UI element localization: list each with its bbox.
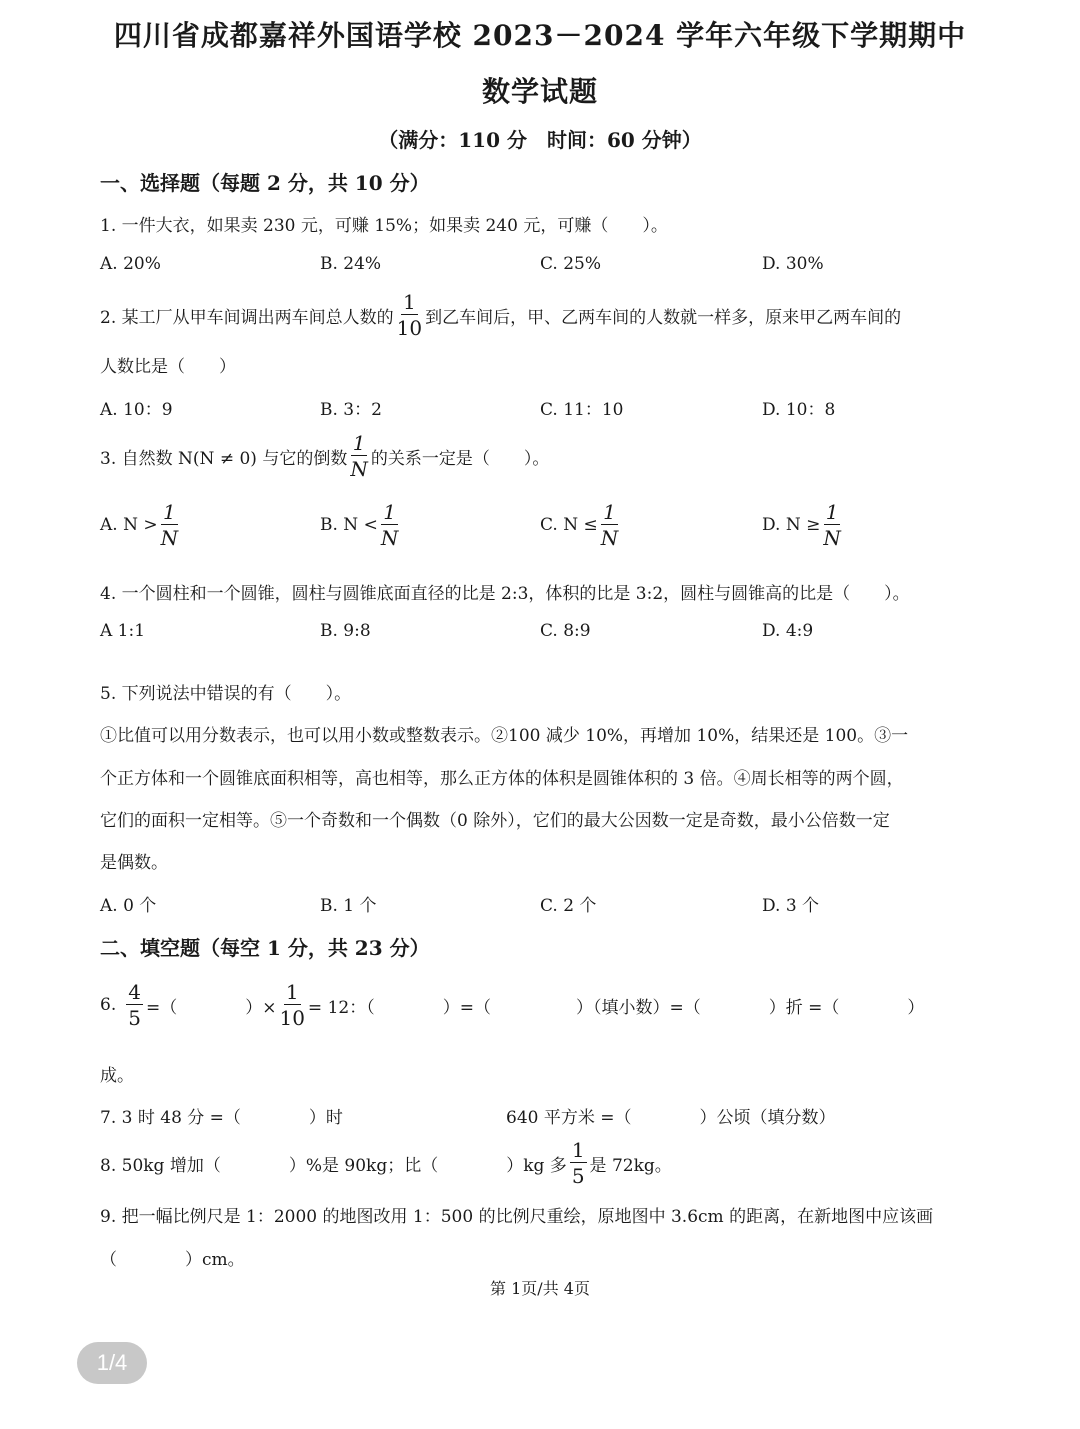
q3-option-c-fraction [601, 502, 619, 548]
q6-tail: 成。 [100, 1066, 134, 1086]
page-indicator[interactable]: 1/4 [77, 1342, 147, 1384]
q6-fraction-1-den: 5 [128, 1006, 141, 1030]
q3-option-c-den: N [600, 526, 619, 550]
q5-option-d: D. 3 个 [762, 896, 820, 916]
q5-line-1: ①比值可以用分数表示，也可以用小数或整数表示。②100 减少 10%，再增加 10%，结果还是 100。③一 [100, 726, 909, 746]
q3-fraction-num: 1 [352, 431, 366, 455]
q3-option-a-den: N [160, 526, 179, 550]
q8-text-b: 是 72kg。 [589, 1155, 672, 1176]
q5-line-2: 个正方体和一个圆锥底面积相等，高也相等，那么正方体的体积是圆锥体积的 3 倍。④周长相等的两个圆， [100, 769, 904, 789]
q3-text-b: 的关系一定是（ ）。 [370, 448, 550, 469]
q2-option-d: D. 10：8 [762, 400, 836, 420]
q3-option-a [100, 502, 181, 548]
q3-option-d-fraction [823, 502, 841, 548]
q3-option-d-den: N [823, 526, 841, 550]
q3-fraction-den: N [350, 457, 368, 481]
q2-text-c: 人数比是（ ） [100, 357, 236, 377]
q5-option-a: A. 0 个 [100, 896, 157, 916]
q3-option-d [762, 502, 844, 548]
q6-text [100, 982, 924, 1028]
q8-text-a: 8. 50kg 增加（ ）%是 90kg；比（ ）kg 多 [100, 1155, 567, 1176]
q1-option-a: A. 20% [100, 254, 161, 274]
q2-fraction-num: 1 [402, 290, 416, 314]
q5-option-b: B. 1 个 [320, 896, 377, 916]
q6-part-b: = 12：（ ）=（ ）（填小数）=（ ）折 =（ ） [307, 997, 925, 1018]
q3-option-b-fraction [381, 502, 399, 548]
q8-fraction-num: 1 [571, 1138, 585, 1162]
q3-option-b-label: B. N < [320, 515, 378, 535]
section2-heading: 二、填空题（每空 1 分，共 23 分） [100, 936, 430, 960]
q3-option-c-num: 1 [603, 500, 616, 524]
q4-option-c: C. 8:9 [540, 621, 591, 641]
q1-option-d: D. 30% [762, 254, 824, 274]
exam-subtitle: 数学试题 [481, 75, 598, 108]
q5-line-4: 是偶数。 [100, 853, 168, 873]
q8-fraction-den: 5 [571, 1164, 585, 1188]
q8-fraction [570, 1140, 587, 1186]
q6-fraction-2-den: 10 [279, 1006, 305, 1030]
q5-option-c: C. 2 个 [540, 896, 597, 916]
q6-label: 6. [100, 995, 117, 1015]
q3-option-c-label: C. N ≤ [540, 515, 598, 535]
q6-part-a: =（ ）× [145, 997, 277, 1018]
q3-text-a: 3. 自然数 N(N ≠ 0) 与它的倒数 [100, 448, 348, 469]
q1-text: 1. 一件大衣，如果卖 230 元，可赚 15%；如果卖 240 元，可赚（ ）。 [100, 216, 668, 236]
q3-option-b-num: 1 [383, 500, 396, 524]
q2-fraction [397, 292, 422, 338]
exam-meta: （满分：110 分 时间：60 分钟） [378, 128, 702, 152]
q6-fraction-1 [126, 982, 143, 1028]
q2-text-b: 到乙车间后，甲、乙两车间的人数就一样多，原来甲乙两车间的 [425, 307, 902, 328]
q4-option-b: B. 9:8 [320, 621, 371, 641]
q6-fraction-2 [279, 982, 304, 1028]
q3-text [100, 433, 549, 479]
q2-text-a: 2. 某工厂从甲车间调出两车间总人数的 [100, 307, 394, 328]
q2-fraction-den: 10 [396, 316, 423, 340]
q9-line-2: （ ）cm。 [100, 1250, 245, 1270]
q5-text: 5. 下列说法中错误的有（ ）。 [100, 684, 352, 704]
q3-option-a-num: 1 [162, 500, 176, 524]
q3-option-c [540, 502, 621, 548]
q1-option-b: B. 24% [320, 254, 382, 274]
q4-option-d: D. 4:9 [762, 621, 814, 641]
q5-line-3: 它们的面积一定相等。⑤一个奇数和一个偶数（0 除外），它们的最大公因数一定是奇数，最小公倍数一定 [100, 811, 890, 831]
page-footer: 第 1页/共 4页 [490, 1279, 590, 1298]
q4-text: 4. 一个圆柱和一个圆锥，圆柱与圆锥底面直径的比是 2:3，体积的比是 3:2，圆柱与圆锥高的比是（ ）。 [100, 584, 910, 604]
q9-line-1: 9. 把一幅比例尺是 1：2000 的地图改用 1：500 的比例尺重绘，原地图中 3.6cm 的距离，在新地图中应该画 [100, 1207, 934, 1227]
q3-option-a-fraction [161, 502, 179, 548]
q3-option-b-den: N [380, 526, 399, 550]
q2-text [100, 292, 901, 338]
q4-option-a: A 1:1 [100, 621, 146, 641]
q8-text [100, 1140, 672, 1186]
section1-heading: 一、选择题（每题 2 分，共 10 分） [100, 171, 430, 195]
q3-option-b [320, 502, 401, 548]
q7-text-b: 640 平方米 =（ ）公顷（填分数） [506, 1108, 836, 1128]
q6-fraction-1-num: 4 [128, 980, 141, 1004]
q6-fraction-2-num: 1 [285, 980, 299, 1004]
q3-option-d-label: D. N ≥ [762, 515, 821, 535]
q3-option-a-label: A. N > [100, 515, 158, 535]
q1-option-c: C. 25% [540, 254, 601, 274]
q2-option-a: A. 10：9 [100, 400, 173, 420]
q3-fraction [350, 433, 368, 479]
q2-option-c: C. 11：10 [540, 400, 624, 420]
q7-text-a: 7. 3 时 48 分 =（ ）时 [100, 1108, 343, 1128]
q2-option-b: B. 3：2 [320, 400, 382, 420]
q3-option-d-num: 1 [825, 500, 839, 524]
exam-title: 四川省成都嘉祥外国语学校 2023－2024 学年六年级下学期期中 [113, 19, 967, 52]
